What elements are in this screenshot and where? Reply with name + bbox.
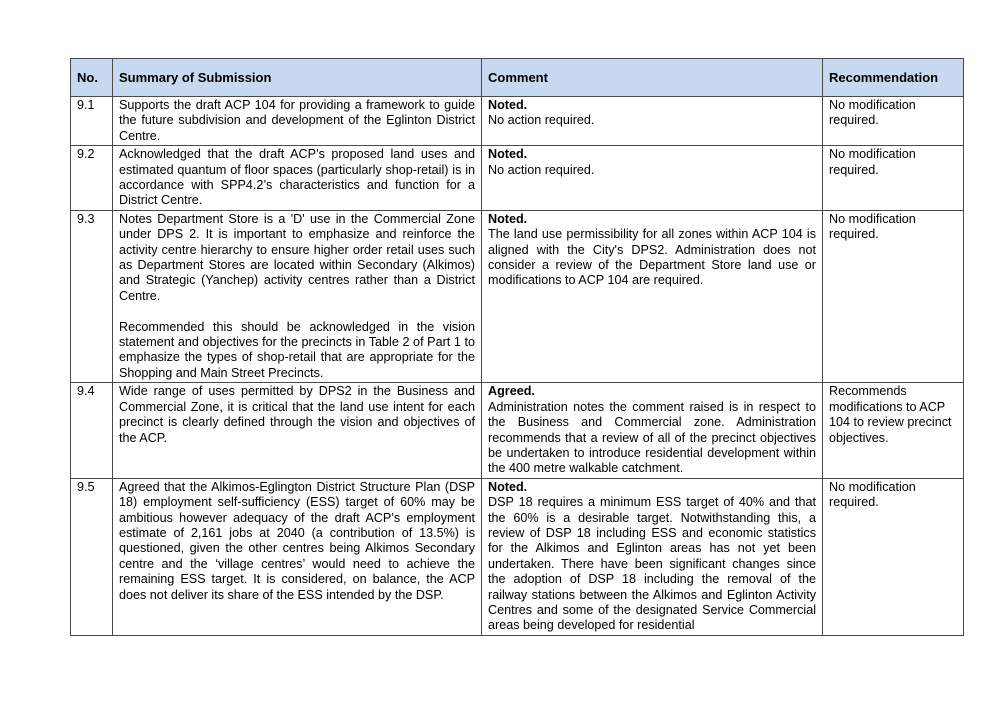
comment-lead: Noted.: [488, 211, 528, 226]
submissions-table: [70, 58, 964, 636]
comment-cell: [482, 97, 823, 146]
comment-lead: Agreed.: [488, 384, 535, 399]
summary-text: Acknowledged that the draft ACP’s proposed land uses and estimated quantum of floor spaces (particularly shop-retail) is in accordance with SPP4.2’s characteristics and function for a District Centre.: [119, 147, 475, 208]
comment-text: Administration notes the comment raised is in respect to the Business and Commercial zone. Administration recommends that a review of all of the precinct objectives be undertaken to introduce residential development within the 400 metre walkable catchment.: [488, 399, 816, 476]
table-row: [71, 210, 964, 382]
comment-lead: Noted.: [488, 479, 528, 494]
comment-cell: [482, 146, 823, 211]
table-row: [71, 97, 964, 146]
recommendation-cell: Recommends modifications to ACP 104 to review precinct objectives.: [823, 383, 964, 478]
summary-cell: [113, 478, 482, 635]
comment-text: No action required.: [488, 113, 595, 128]
summary-text: Recommended this should be acknowledged in the vision statement and objectives for the precincts in Table 2 of Part 1 to emphasize the types of shop-retail that are appropriate for the Shopping and Main Street Precincts.: [119, 319, 475, 380]
recommendation-cell: No modification required.: [823, 478, 964, 635]
header-no: No.: [71, 59, 113, 97]
summary-text: Agreed that the Alkimos-Eglington District Structure Plan (DSP 18) employment self-sufficiency (ESS) target of 60% may be ambitious however adequacy of the draft ACP’s employment estimate of 2,161 jobs at 2040 (a contribution of 13.5%) is questioned, given the other centres being Alkimos Secondary centre and the ‘village centres’ would need to achieve the remaining ESS target. It is considered, on balance, the ACP does not deliver its share of the ESS intended by the DSP.: [119, 479, 475, 602]
summary-cell: [113, 383, 482, 478]
recommendation-cell: No modification required.: [823, 97, 964, 146]
row-number: 9.1: [71, 97, 113, 146]
comment-lead: Noted.: [488, 147, 528, 162]
summary-cell: [113, 210, 482, 382]
row-number: 9.4: [71, 383, 113, 478]
comment-text: DSP 18 requires a minimum ESS target of 40% and that the 60% is a desirable target. Notwithstanding this, a review of DSP 18 including ESS and economic statistics for the Alkimos and Eglinton areas has not yet been undertaken. There have been significant changes since the adoption of DSP 18 including the removal of the railway stations between the Alkimos and Eglinton Activity Centres and some of the designated Service Commercial areas being developed for residential: [488, 495, 816, 633]
row-number: 9.3: [71, 210, 113, 382]
comment-text: No action required.: [488, 162, 595, 177]
summary-cell: [113, 97, 482, 146]
recommendation-cell: No modification required.: [823, 146, 964, 211]
comment-cell: [482, 383, 823, 478]
summary-text: Notes Department Store is a 'D' use in the Commercial Zone under DPS 2. It is important to emphasize and reinforce the activity centre hierarchy to ensure higher order retail uses such as Department Stores are located within Secondary (Alkimos) and Strategic (Yanchep) activity centres rather than a District Centre.: [119, 211, 475, 303]
summary-text: Supports the draft ACP 104 for providing a framework to guide the future subdivision and development of the Eglinton District Centre.: [119, 98, 475, 143]
summary-cell: [113, 146, 482, 211]
summary-text: Wide range of uses permitted by DPS2 in the Business and Commercial Zone, it is critical that the land use intent for each precinct is clearly defined through the vision and objectives of the ACP.: [119, 384, 475, 445]
comment-text: The land use permissibility for all zones within ACP 104 is aligned with the City's DPS2. Administration does not consider a review of the Department Store land use or modifications to ACP 104 are required.: [488, 227, 816, 288]
header-summary: Summary of Submission: [113, 59, 482, 97]
row-number: 9.5: [71, 478, 113, 635]
comment-lead: Noted.: [488, 98, 528, 112]
table-row: [71, 478, 964, 635]
header-comment: Comment: [482, 59, 823, 97]
comment-cell: [482, 478, 823, 635]
recommendation-cell: No modification required.: [823, 210, 964, 382]
table-row: [71, 383, 964, 478]
table-header-row: [71, 59, 964, 97]
table-row: [71, 146, 964, 211]
row-number: 9.2: [71, 146, 113, 211]
header-recommendation: Recommendation: [823, 59, 964, 97]
comment-cell: [482, 210, 823, 382]
